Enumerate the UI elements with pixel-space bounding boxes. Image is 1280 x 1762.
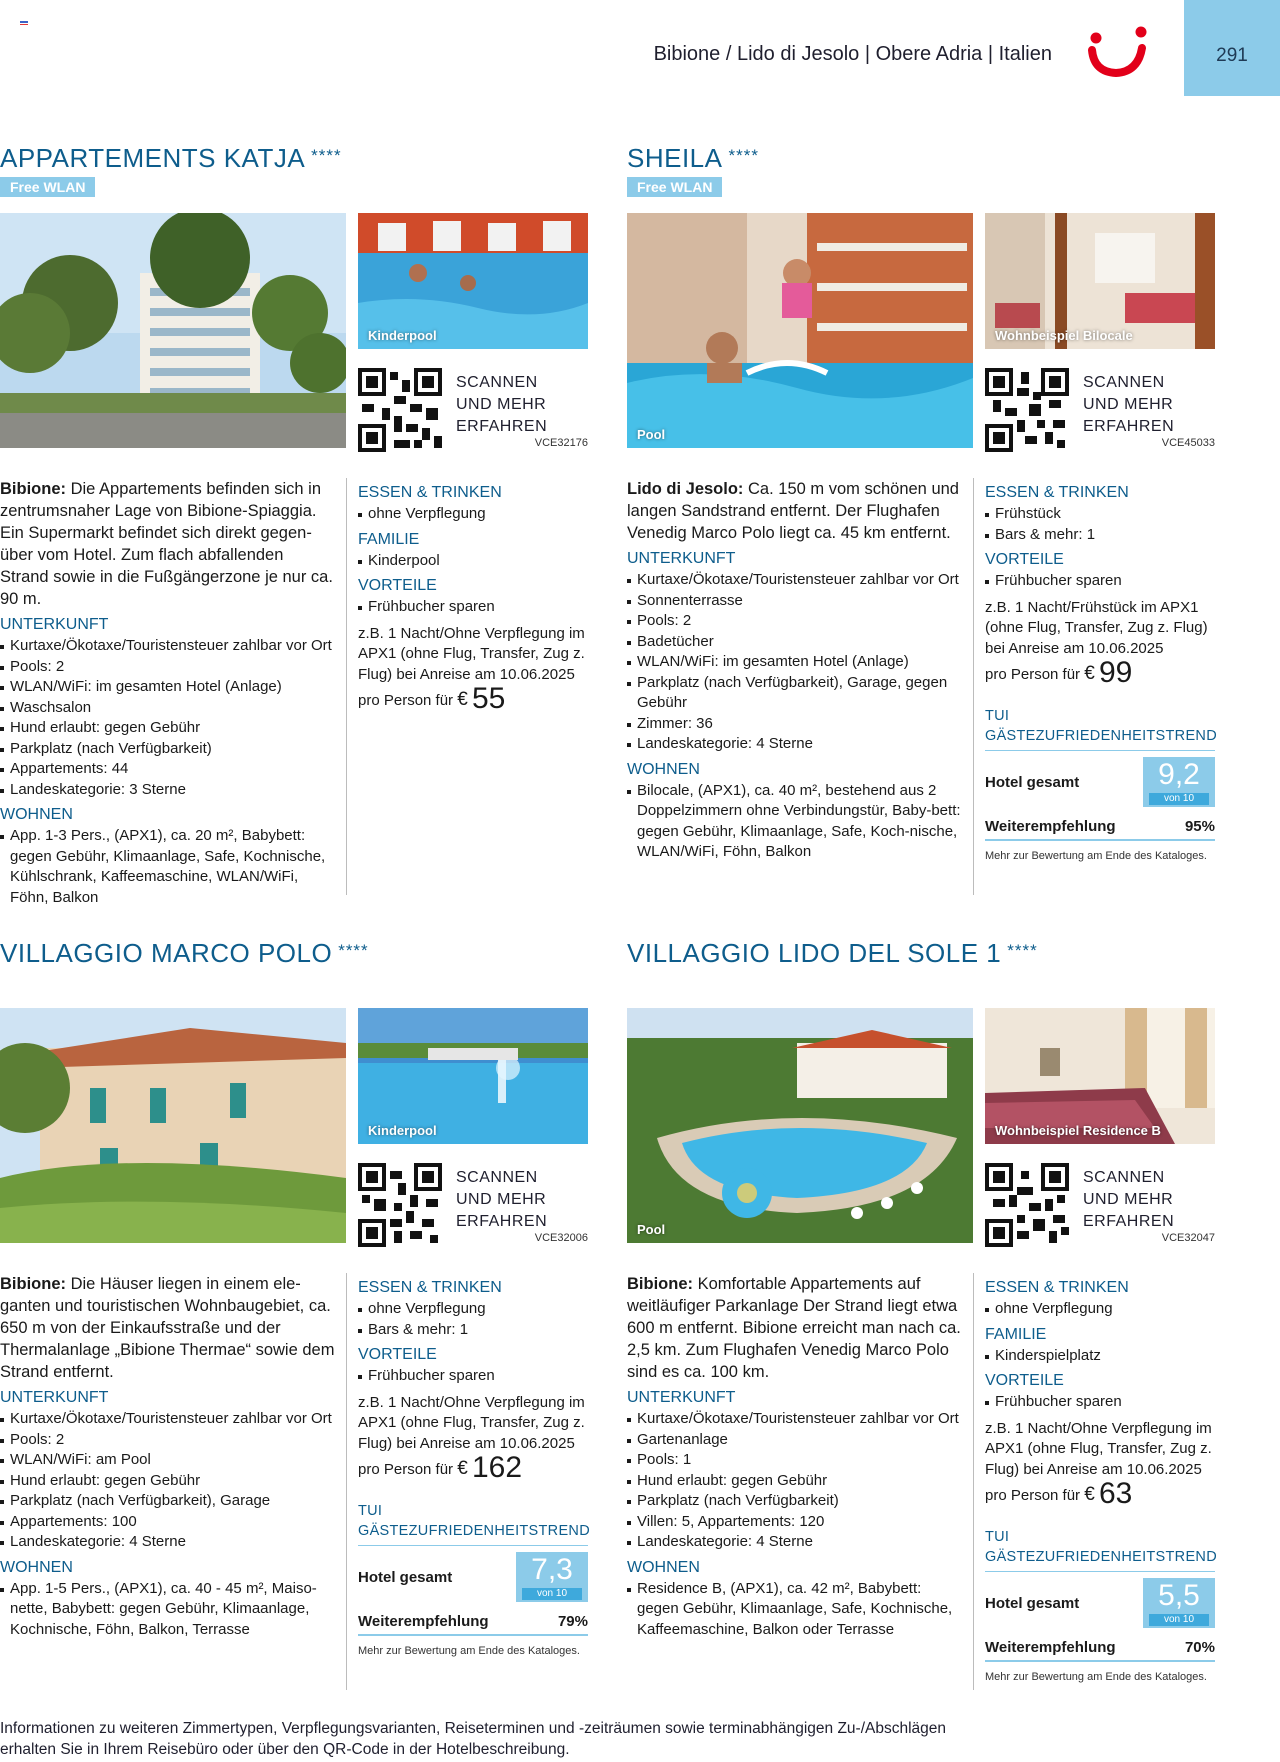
list-item: Kurtaxe/Ökotaxe/Touristensteuer zahlbar vor Ort (627, 1409, 963, 1430)
free-wlan-badge: Free WLAN (0, 177, 95, 197)
list-item: Frühstück (985, 504, 1215, 525)
list-item: Parkplatz (nach Verfügbarkeit), Garage, gegen Gebühr (627, 673, 963, 714)
trend-note: Mehr zur Bewertung am Ende des Kataloges. (358, 1644, 580, 1657)
list-item: Bilocale, (APX1), ca. 40 m², bestehend aus 2 Doppelzimmern ohne Verbindungstür, Baby-bett: gegen Gebühr, Klimaanlage, Safe, Koch-nische, WLAN/WiFi, Föhn, Balkon (627, 781, 963, 863)
hotel-score-label: Hotel gesamt (985, 1594, 1080, 1612)
list-item: Waschsalon (0, 698, 336, 719)
section-title: WOHNEN (627, 1558, 700, 1576)
list-item: Landeskategorie: 4 Sterne (0, 1532, 336, 1553)
hotel-card (0, 938, 608, 1698)
trend-title: TUI GÄSTEZUFRIEDENHEITSTREND (358, 1501, 588, 1546)
scan-hint: SCANNEN UND MEHR ERFAHREN (1083, 374, 1175, 435)
price-amount: 99 (1098, 656, 1133, 689)
list-item: WLAN/WiFi: im gesamten Hotel (Anlage) (0, 677, 336, 698)
hotel-title (627, 143, 759, 174)
hotel-stars: **** (338, 941, 369, 960)
scan-hint: SCANNEN UND MEHR ERFAHREN (456, 374, 548, 435)
header-location: Bibione / Lido di Jesolo | Obere Adria | Italien (653, 43, 1052, 65)
satisfaction-trend (985, 1527, 1215, 1688)
price-example: z.B. 1 Nacht/Ohne Verpflegung im APX1 (ohne Flug, Transfer, Zug z. Flug) bei Anreise am 10.06.2025 (358, 1393, 585, 1452)
section-title: UNTERKUNFT (0, 616, 109, 633)
list-item: Badetücher (627, 632, 963, 653)
score-badge (516, 1552, 588, 1602)
list-item: Hund erlaubt: gegen Gebühr (0, 718, 336, 739)
unterkunft-list (627, 1409, 963, 1553)
hotel-score-label: Hotel gesamt (358, 1568, 453, 1586)
qr-code[interactable] (985, 1163, 1069, 1247)
list-item: Pools: 1 (627, 1450, 963, 1471)
qr-code[interactable] (358, 368, 442, 452)
list-item: Landeskategorie: 4 Sterne (627, 1532, 963, 1553)
list-item: Pools: 2 (0, 1430, 336, 1451)
price-line: pro Person für € 55 (358, 682, 506, 715)
list-item: ohne Verpflegung (358, 1299, 588, 1320)
unterkunft-list (0, 636, 336, 800)
list-item: Pools: 2 (627, 611, 963, 632)
section-title: WOHNEN (0, 806, 73, 823)
section-title: WOHNEN (627, 760, 700, 778)
list-item: Landeskategorie: 3 Sterne (0, 780, 336, 801)
hotel-facts-column (985, 1273, 1215, 1687)
section-title: ESSEN & TRINKEN (358, 1279, 502, 1296)
unterkunft-list (0, 1409, 336, 1553)
score-scale: von 10 (1149, 793, 1209, 805)
unterkunft-list (627, 570, 963, 755)
list-item: Pools: 2 (0, 657, 336, 678)
side-photo-label: Kinderpool (368, 328, 437, 343)
section-title: ESSEN & TRINKEN (985, 484, 1129, 501)
trend-note: Mehr zur Bewertung am Ende des Kataloges. (985, 849, 1207, 862)
hotel-main-photo (0, 1008, 346, 1243)
list-item: Sonnenterrasse (627, 591, 963, 612)
list-item: Kurtaxe/Ökotaxe/Touristensteuer zahlbar vor Ort (627, 570, 963, 591)
score-value: 7,3 (531, 1552, 573, 1586)
section-title: WOHNEN (0, 1558, 73, 1576)
hotel-side-photo (985, 213, 1215, 349)
price-line: pro Person für € 63 (985, 1477, 1133, 1510)
hotel-title (0, 938, 369, 969)
list-item: ohne Verpflegung (985, 1299, 1215, 1320)
hotel-facts-column (985, 478, 1215, 866)
column-divider (346, 1273, 347, 1690)
trend-title: TUI GÄSTEZUFRIEDENHEITSTREND (985, 1527, 1215, 1572)
side-photo-label: Kinderpool (368, 1123, 437, 1138)
hotel-main-photo (0, 213, 346, 448)
satisfaction-trend (358, 1501, 588, 1662)
section-title: VORTEILE (358, 577, 437, 594)
recommendation-label: Weiterempfehlung (358, 1612, 489, 1630)
list-item: Kinderpool (358, 551, 588, 572)
price-example: z.B. 1 Nacht/Ohne Verpflegung im APX1 (ohne Flug, Transfer, Zug z. Flug) bei Anreise am 10.06.2025 (358, 624, 585, 683)
hotel-card (0, 143, 608, 906)
price-amount: 55 (471, 682, 506, 715)
recommendation-label: Weiterempfehlung (985, 1638, 1116, 1656)
price-line: pro Person für € 162 (358, 1451, 523, 1484)
list-item: Frühbucher sparen (985, 571, 1215, 592)
wohnen-list (627, 1579, 963, 1641)
section-title: UNTERKUNFT (627, 550, 736, 567)
hotel-description-column (0, 478, 336, 908)
score-value: 5,5 (1158, 1578, 1200, 1612)
price-line: pro Person für € 99 (985, 656, 1133, 689)
hotel-code: VCE32047 (1161, 1232, 1215, 1244)
list-item: Kurtaxe/Ökotaxe/Touristensteuer zahlbar vor Ort (0, 636, 336, 657)
list-item: Appartements: 100 (0, 1512, 336, 1533)
hotel-code: VCE45033 (1161, 437, 1215, 449)
section-title: ESSEN & TRINKEN (358, 484, 502, 501)
section-title: FAMILIE (985, 1325, 1047, 1343)
page-number: 291 (1216, 45, 1248, 66)
list-item: Bars & mehr: 1 (985, 525, 1215, 546)
hotel-name: VILLAGGIO LIDO DEL SOLE 1 (627, 938, 1002, 968)
hotel-title (0, 143, 342, 174)
list-item: Frühbucher sparen (985, 1392, 1215, 1413)
price-example: z.B. 1 Nacht/Ohne Verpflegung im APX1 (ohne Flug, Transfer, Zug z. Flug) bei Anreise am 10.06.2025 (985, 1419, 1212, 1478)
scan-hint: SCANNEN UND MEHR ERFAHREN (1083, 1169, 1175, 1230)
list-item: App. 1-5 Pers., (APX1), ca. 40 - 45 m², Maiso-nette, Babybett: gegen Gebühr, Klimaanlage, Kochnische, Föhn, Balkon, Terrasse (0, 1579, 336, 1641)
footer-note: Informationen zu weiteren Zimmertypen, Verpflegungsvarianten, Reiseterminen und -zeiträumen sowie terminabhängigen Zu-/Abschlägen erhalten Sie in Ihrem Reisebüro oder über den QR-Code in der Hotelbeschreibung. (0, 1720, 947, 1758)
hotel-name: VILLAGGIO MARCO POLO (0, 938, 333, 968)
recommendation-label: Weiterempfehlung (985, 817, 1116, 835)
list-item: Gartenanlage (627, 1430, 963, 1451)
recommendation-percent: 95% (1184, 817, 1215, 835)
list-item: Residence B, (APX1), ca. 42 m², Babybett: gegen Gebühr, Klimaanlage, Safe, Kochnische, Kaffeemaschine, Balkon oder Terrasse (627, 1579, 963, 1641)
wohnen-list (627, 781, 963, 863)
hotel-title (627, 938, 1038, 969)
hotel-card (627, 143, 1235, 903)
section-title: VORTEILE (985, 1372, 1064, 1389)
section-title: UNTERKUNFT (627, 1389, 736, 1406)
list-item: Villen: 5, Appartements: 120 (627, 1512, 963, 1533)
section-title: VORTEILE (985, 551, 1064, 568)
list-item: Parkplatz (nach Verfügbarkeit) (0, 739, 336, 760)
section-title: FAMILIE (358, 530, 420, 548)
hotel-description: Lido di Jesolo: Ca. 150 m vom schönen und langen Sandstrand entfernt. Der Flughafen Venedig Marco Polo liegt ca. 45 km entfernt. (627, 480, 959, 542)
qr-code[interactable] (985, 368, 1069, 452)
main-photo-label: Pool (637, 427, 666, 442)
column-divider (973, 478, 974, 895)
section-title: ESSEN & TRINKEN (985, 1279, 1129, 1296)
price-example: z.B. 1 Nacht/Frühstück im APX1 (ohne Flug, Transfer, Zug z. Flug) bei Anreise am 10.06.2025 (985, 598, 1208, 657)
list-item: ohne Verpflegung (358, 504, 588, 525)
hotel-code: VCE32176 (534, 437, 588, 449)
score-scale: von 10 (522, 1588, 582, 1600)
trend-note: Mehr zur Bewertung am Ende des Kataloges. (985, 1670, 1207, 1683)
hotel-side-photo (358, 1008, 588, 1144)
tui-logo (1086, 24, 1154, 78)
list-item: App. 1-3 Pers., (APX1), ca. 20 m², Babybett: gegen Gebühr, Klimaanlage, Safe, Kochnische, Kühlschrank, Kaffeemaschine, WLAN/WiFi, Föhn, Balkon (0, 826, 336, 908)
page-number-box (1184, 0, 1280, 96)
score-badge (1143, 1578, 1215, 1628)
scan-hint: SCANNEN UND MEHR ERFAHREN (456, 1169, 548, 1230)
list-item: Zimmer: 36 (627, 714, 963, 735)
hotel-main-photo (627, 213, 973, 448)
score-value: 9,2 (1158, 757, 1200, 791)
score-badge (1143, 757, 1215, 807)
hotel-description: Bibione: Die Appartements befinden sich in zentrumsnaher Lage von Bibione-Spiaggia. Ein Supermarkt befindet sich direkt gegen-über vom Hotel. Zum flach abfallenden Strand sowie in die Fußgängerzone je nur ca. 90 m. (0, 480, 333, 608)
column-divider (346, 478, 347, 895)
list-item: Bars & mehr: 1 (358, 1320, 588, 1341)
list-item: Parkplatz (nach Verfügbarkeit), Garage (0, 1491, 336, 1512)
wohnen-list (0, 1579, 336, 1641)
section-title: UNTERKUNFT (0, 1389, 109, 1406)
side-photo-label: Wohnbeispiel Bilocale (995, 328, 1133, 343)
hotel-facts-column (358, 478, 588, 715)
free-wlan-badge: Free WLAN (627, 177, 722, 197)
list-item: Kinderspielplatz (985, 1346, 1215, 1367)
column-divider (973, 1273, 974, 1690)
recommendation-percent: 70% (1184, 1638, 1215, 1656)
qr-code[interactable] (358, 1163, 442, 1247)
hotel-description: Bibione: Die Häuser liegen in einem ele-ganten und touristischen Wohnbaugebiet, ca. 650 m von der Einkaufsstraße und der Thermalanlage „Bibione Thermae“ sowie dem Strand entfernt. (0, 1275, 335, 1381)
hotel-side-photo (985, 1008, 1215, 1144)
hotel-description-column (0, 1273, 336, 1640)
list-item: Frühbucher sparen (358, 597, 588, 618)
hotel-description-column (627, 1273, 963, 1640)
side-photo-label: Wohnbeispiel Residence B (995, 1123, 1161, 1138)
hotel-description-column (627, 478, 963, 863)
wohnen-list (0, 826, 336, 908)
list-item: Appartements: 44 (0, 759, 336, 780)
section-title: VORTEILE (358, 1346, 437, 1363)
list-item: Hund erlaubt: gegen Gebühr (627, 1471, 963, 1492)
satisfaction-trend (985, 706, 1215, 867)
hotel-stars: **** (311, 146, 342, 165)
hotel-card (627, 938, 1235, 1698)
trend-title: TUI GÄSTEZUFRIEDENHEITSTREND (985, 706, 1215, 751)
list-item: Landeskategorie: 4 Sterne (627, 734, 963, 755)
hotel-stars: **** (728, 146, 759, 165)
list-item: WLAN/WiFi: im gesamten Hotel (Anlage) (627, 652, 963, 673)
hotel-side-photo (358, 213, 588, 349)
main-photo-label: Pool (637, 1222, 666, 1237)
list-item: Hund erlaubt: gegen Gebühr (0, 1471, 336, 1492)
list-item: Kurtaxe/Ökotaxe/Touristensteuer zahlbar vor Ort (0, 1409, 336, 1430)
list-item: Frühbucher sparen (358, 1366, 588, 1387)
price-amount: 162 (471, 1451, 523, 1484)
hotel-score-label: Hotel gesamt (985, 773, 1080, 791)
list-item: Parkplatz (nach Verfügbarkeit) (627, 1491, 963, 1512)
hotel-description: Bibione: Komfortable Appartements auf weitläufiger Parkanlage Der Strand liegt etwa 600 m entfernt. Bibione erreicht man nach ca. 2,5 km. Zum Flughafen Venedig Marco Polo sind es ca. 100 km. (627, 1275, 961, 1381)
hotel-facts-column (358, 1273, 588, 1661)
hotel-name: SHEILA (627, 143, 723, 173)
hotel-code: VCE32006 (534, 1232, 588, 1244)
list-item: WLAN/WiFi: am Pool (0, 1450, 336, 1471)
recommendation-percent: 79% (557, 1612, 588, 1630)
corner-mark (20, 21, 28, 26)
hotel-main-photo (627, 1008, 973, 1243)
hotel-stars: **** (1007, 941, 1038, 960)
price-amount: 63 (1098, 1477, 1133, 1510)
hotel-name: APPARTEMENTS KATJA (0, 143, 306, 173)
score-scale: von 10 (1149, 1614, 1209, 1626)
